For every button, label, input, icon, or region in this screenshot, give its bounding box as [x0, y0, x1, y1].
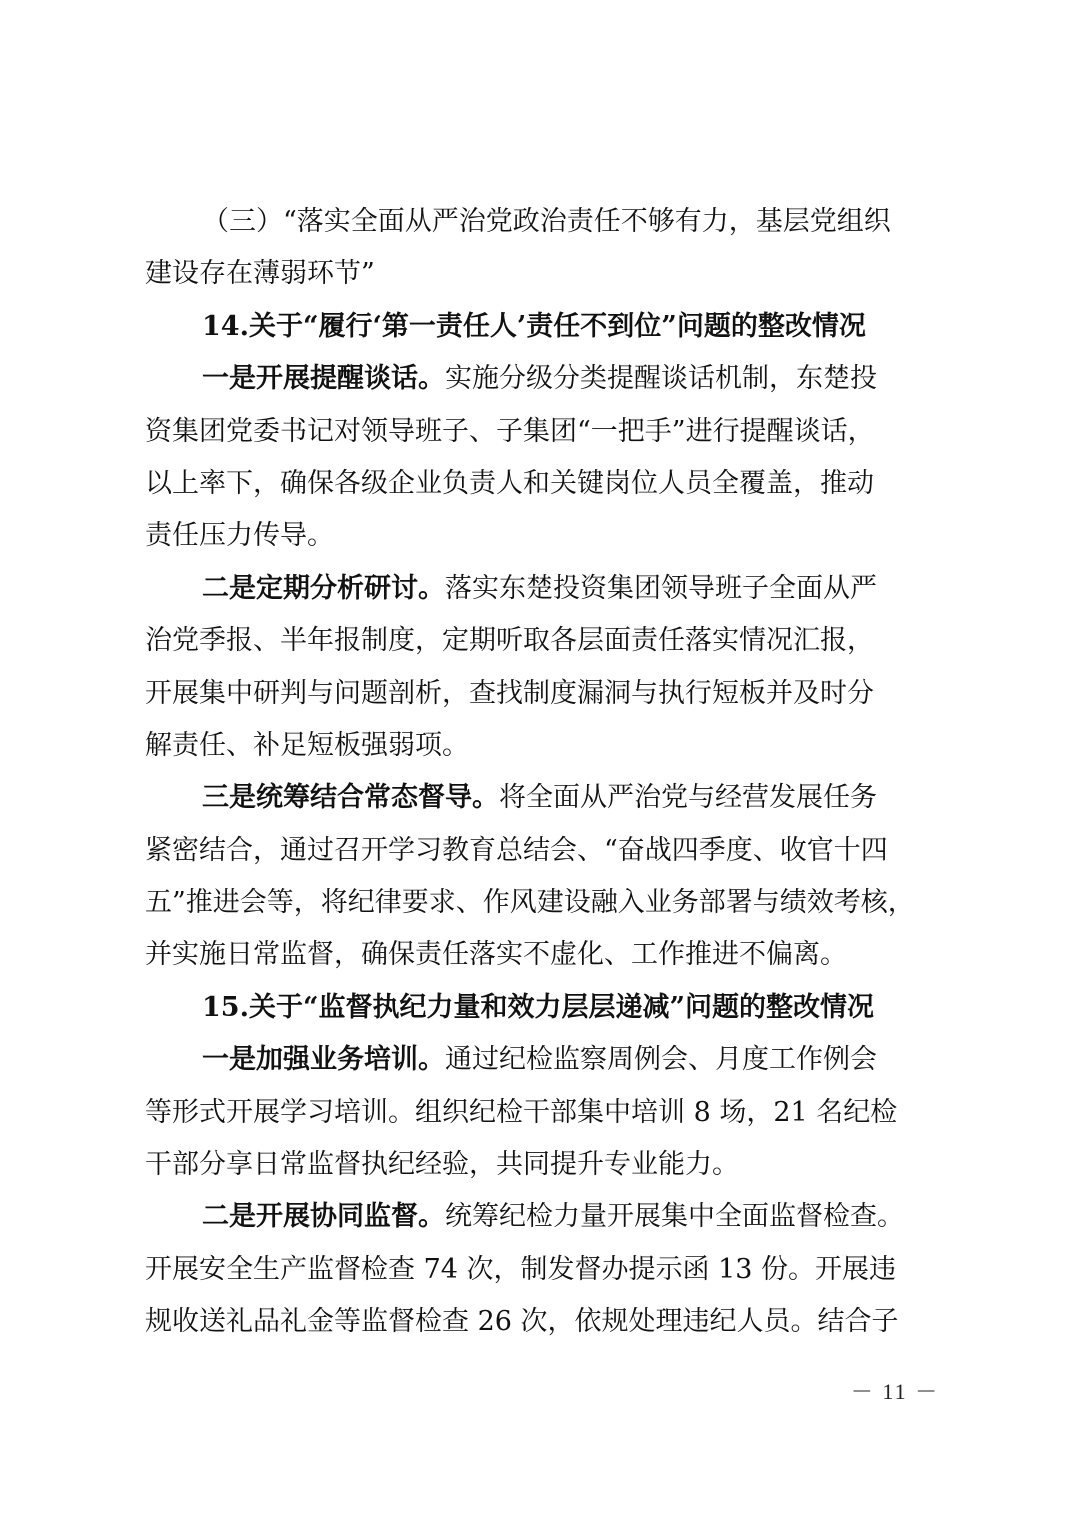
item-14-paragraph-1-line-2: 资集团党委书记对领导班子、子集团“一把手”进行提醒谈话，: [145, 415, 875, 447]
item-14-paragraph-3-line-1: [145, 772, 933, 824]
item-15-paragraph-2-line-2: 开展安全生产监督检查 74 次，制发督办提示函 13 份。开展违: [145, 1253, 897, 1285]
item-15-title: 15.关于“监督执纪力量和效力层层递减”问题的整改情况: [202, 991, 875, 1023]
page-body: [145, 196, 933, 1349]
section-heading-line-1: （三）“落实全面从严治党政治责任不够有力，基层党组织: [202, 206, 891, 237]
page-number: － 11 －: [850, 1379, 940, 1404]
item-15-paragraph-1-line-3: 干部分享日常监督执纪经验，共同提升专业能力。: [145, 1149, 739, 1181]
section-heading-line-2: 建设存在薄弱环节”: [145, 258, 375, 290]
item-15-paragraph-2-lead: 二是开展协同监督。: [202, 1201, 445, 1233]
item-14-paragraph-1-line-1: [145, 353, 933, 405]
item-15-paragraph-2-text: 统筹纪检力量开展集中全面监督检查。: [445, 1201, 904, 1233]
item-14-paragraph-1-text: 实施分级分类提醒谈话机制，东楚投: [445, 363, 877, 395]
item-15-paragraph-1-text: 通过纪检监察周例会、月度工作例会: [445, 1044, 877, 1076]
item-14-paragraph-3-line-3: 五”推进会等，将纪律要求、作风建设融入业务部署与绩效考核，: [145, 887, 915, 919]
item-15-paragraph-1-line-1: [145, 1034, 933, 1086]
item-15-paragraph-1-lead: 一是加强业务培训。: [202, 1044, 445, 1076]
item-15-paragraph-2-line-1: [145, 1191, 933, 1243]
item-14-paragraph-3-text: 将全面从严治党与经营发展任务: [499, 782, 877, 814]
item-14-paragraph-2-lead: 二是定期分析研讨。: [202, 572, 445, 604]
item-14-paragraph-1-lead: 一是开展提醒谈话。: [202, 363, 445, 395]
item-14-paragraph-3-line-2: 紧密结合，通过召开学习教育总结会、“奋战四季度、收官十四: [145, 834, 888, 866]
item-15-paragraph-2-line-3: 规收送礼品礼金等监督检查 26 次，依规处理违纪人员。结合子: [145, 1306, 899, 1338]
item-14-paragraph-2-text: 落实东楚投资集团领导班子全面从严: [445, 572, 877, 604]
item-14-paragraph-1-line-3: 以上率下，确保各级企业负责人和关键岗位人员全覆盖，推动: [145, 467, 874, 499]
item-14-paragraph-1-line-4: 责任压力传导。: [145, 520, 334, 552]
item-14-paragraph-2-line-2: 治党季报、半年报制度，定期听取各层面责任落实情况汇报，: [145, 625, 874, 657]
item-14-paragraph-2-line-3: 开展集中研判与问题剖析，查找制度漏洞与执行短板并及时分: [145, 677, 874, 709]
item-15-paragraph-1-line-2: 等形式开展学习培训。组织纪检干部集中培训 8 场，21 名纪检: [145, 1096, 898, 1128]
item-14-title: 14.关于“履行‘第一责任人’责任不到位”问题的整改情况: [202, 310, 866, 342]
item-14-paragraph-3-lead: 三是统筹结合常态督导。: [202, 782, 499, 814]
item-14-paragraph-3-line-4: 并实施日常监督，确保责任落实不虚化、工作推进不偏离。: [145, 939, 847, 971]
item-14-paragraph-2-line-1: [145, 563, 933, 615]
item-14-paragraph-2-line-4: 解责任、补足短板强弱项。: [145, 729, 469, 761]
